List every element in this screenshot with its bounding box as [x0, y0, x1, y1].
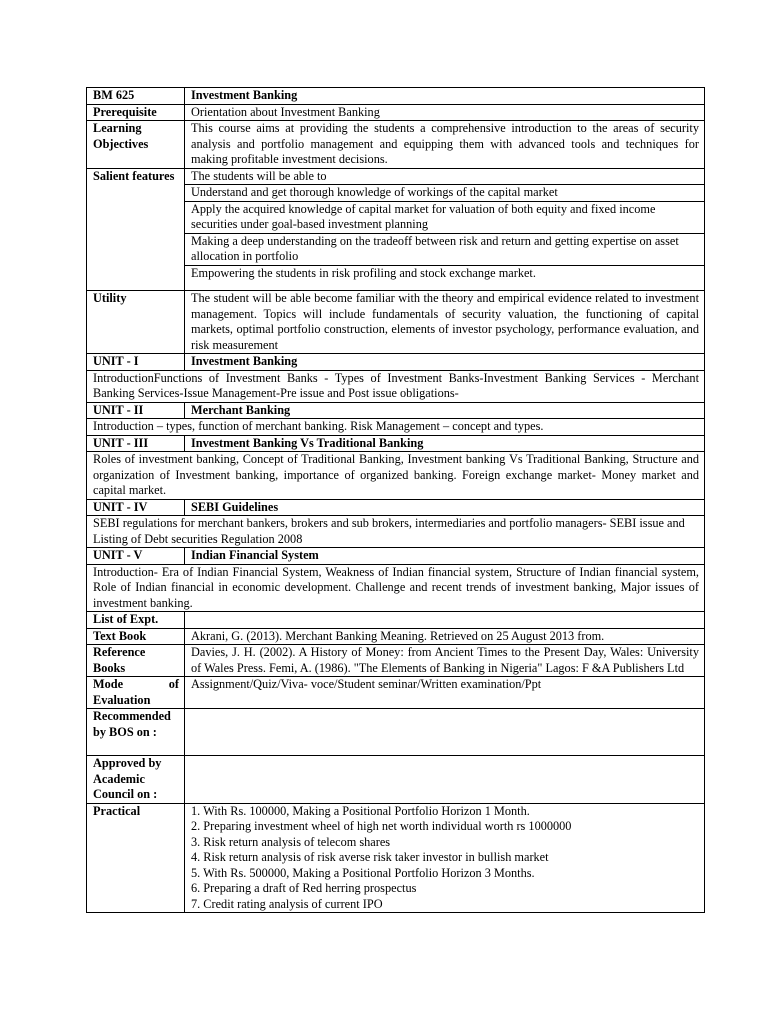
practical-label: Practical: [87, 803, 185, 913]
practical-item: 7. Credit rating analysis of current IPO: [191, 896, 383, 911]
practical-row: [87, 803, 705, 913]
salient-feature-item: Empowering the students in risk profiling and stock exchange market.: [191, 265, 536, 280]
salient-features-label: Salient features: [87, 168, 185, 291]
unit-5-content: Introduction- Era of Indian Financial System, Weakness of Indian financial system, Structure of Indian financial system, Role of Indian financial in economic development. Challenge and recent trends of investment banking, Major issues of investment banking.: [87, 564, 705, 612]
utility-text: The student will be able become familiar with the theory and empirical evidence related to investment management. Topics will include fundamentals of security valuation, the functioning of capital markets, optimal portfolio construction, elements of investor psychology, performance evaluation, and risk measurement: [185, 291, 705, 354]
mode-of-evaluation-label-part3: Evaluation: [93, 692, 151, 707]
unit-2-content: Introduction – types, function of merchant banking. Risk Management – concept and types.: [87, 419, 705, 436]
recommended-by-bos-text: [185, 709, 705, 756]
prerequisite-text: Orientation about Investment Banking: [185, 104, 705, 121]
unit-3-header-row: [87, 435, 705, 452]
unit-3-content-row: [87, 452, 705, 500]
reference-books-label: Reference Books: [87, 645, 185, 677]
unit-1-title: Investment Banking: [185, 354, 705, 371]
practical-item: 1. With Rs. 100000, Making a Positional Portfolio Horizon 1 Month.: [191, 803, 530, 818]
approved-by-academic-council-label: Approved by Academic Council on :: [87, 756, 185, 804]
unit-4-content: SEBI regulations for merchant bankers, brokers and sub brokers, intermediaries and portfolio managers- SEBI issue and Listing of Debt securities Regulation 2008: [87, 516, 705, 548]
unit-1-content: IntroductionFunctions of Investment Banks - Types of Investment Banks-Investment Banking Services - Merchant Banking Services-Issue Management-Pre issue and Post issue obligations-: [87, 370, 705, 402]
unit-4-title: SEBI Guidelines: [185, 499, 705, 516]
unit-1-content-row: [87, 370, 705, 402]
practical-item: 5. With Rs. 500000, Making a Positional Portfolio Horizon 3 Months.: [191, 865, 535, 880]
text-book-label: Text Book: [87, 628, 185, 645]
unit-3-title: Investment Banking Vs Traditional Banking: [185, 435, 705, 452]
course-code: BM 625: [87, 88, 185, 105]
practical-item: 4. Risk return analysis of risk averse risk taker investor in bullish market: [191, 850, 549, 864]
prerequisite-row: [87, 104, 705, 121]
salient-features-list: [185, 168, 705, 291]
utility-label: Utility: [87, 291, 185, 354]
unit-4-header-row: [87, 499, 705, 516]
syllabus-table: [86, 87, 705, 913]
list-of-expt-text: [185, 612, 705, 629]
unit-3-label: UNIT - III: [87, 435, 185, 452]
unit-1-label: UNIT - I: [87, 354, 185, 371]
unit-5-label: UNIT - V: [87, 548, 185, 565]
course-title: Investment Banking: [185, 88, 705, 105]
reference-books-row: [87, 645, 705, 677]
salient-features-row: [87, 168, 705, 291]
salient-feature-item: Apply the acquired knowledge of capital market for valuation of both equity and fixed income securities under goal-based investment planning: [185, 202, 704, 234]
practical-item: 3. Risk return analysis of telecom shares: [191, 834, 391, 849]
syllabus-page: [86, 87, 704, 913]
mode-of-evaluation-text: Assignment/Quiz/Viva- voce/Student seminar/Written examination/Ppt: [185, 677, 705, 709]
practical-item: 6. Preparing a draft of Red herring prospectus: [191, 881, 417, 895]
mode-of-evaluation-row: [87, 677, 705, 709]
practical-item: 2. Preparing investment wheel of high net worth individual worth rs 1000000: [191, 819, 572, 833]
list-of-expt-label: List of Expt.: [87, 612, 185, 629]
text-book-row: [87, 628, 705, 645]
unit-2-content-row: [87, 419, 705, 436]
unit-2-label: UNIT - II: [87, 402, 185, 419]
mode-of-evaluation-label: [87, 677, 185, 709]
unit-5-header-row: [87, 548, 705, 565]
unit-1-header-row: [87, 354, 705, 371]
mode-of-evaluation-label-part1: Mode: [93, 677, 124, 691]
utility-row: [87, 291, 705, 354]
unit-5-content-row: [87, 564, 705, 612]
course-row: [87, 88, 705, 105]
unit-4-label: UNIT - IV: [87, 499, 185, 516]
salient-feature-item: Making a deep understanding on the tradeoff between risk and return and getting expertise on asset allocation in portfolio: [185, 234, 704, 266]
salient-feature-item: Understand and get thorough knowledge of workings of the capital market: [185, 185, 704, 202]
recommended-by-bos-row: [87, 709, 705, 756]
practical-list: [185, 803, 705, 913]
reference-books-text: Davies, J. H. (2002). A History of Money: from Ancient Times to the Present Day, Wales: University of Wales Press. Femi, A. (1986). "The Elements of Banking in Nigeria" Lagos: F &A Publishers Ltd: [185, 645, 705, 677]
unit-2-header-row: [87, 402, 705, 419]
text-book-text: Akrani, G. (2013). Merchant Banking Meaning. Retrieved on 25 August 2013 from.: [185, 628, 705, 645]
learning-objectives-row: [87, 121, 705, 169]
approved-by-academic-council-text: [185, 756, 705, 804]
unit-3-content: Roles of investment banking, Concept of Traditional Banking, Investment banking Vs Traditional Banking, Structure and organization of Investment banking, importance of organized banking. Foreign exchange market- Money market and capital market.: [87, 452, 705, 500]
approved-by-academic-council-row: [87, 756, 705, 804]
unit-2-title: Merchant Banking: [185, 402, 705, 419]
recommended-by-bos-label: Recommended by BOS on :: [87, 709, 185, 756]
unit-4-content-row: [87, 516, 705, 548]
list-of-expt-row: [87, 612, 705, 629]
prerequisite-label: Prerequisite: [87, 104, 185, 121]
learning-objectives-text: This course aims at providing the students a comprehensive introduction to the areas of security analysis and portfolio management and equipping them with advanced tools and techniques for making profitable investment decisions.: [185, 121, 705, 169]
unit-5-title: Indian Financial System: [185, 548, 705, 565]
salient-feature-item: The students will be able to: [185, 169, 704, 186]
mode-of-evaluation-label-part2: of: [168, 677, 179, 691]
learning-objectives-label: Learning Objectives: [87, 121, 185, 169]
